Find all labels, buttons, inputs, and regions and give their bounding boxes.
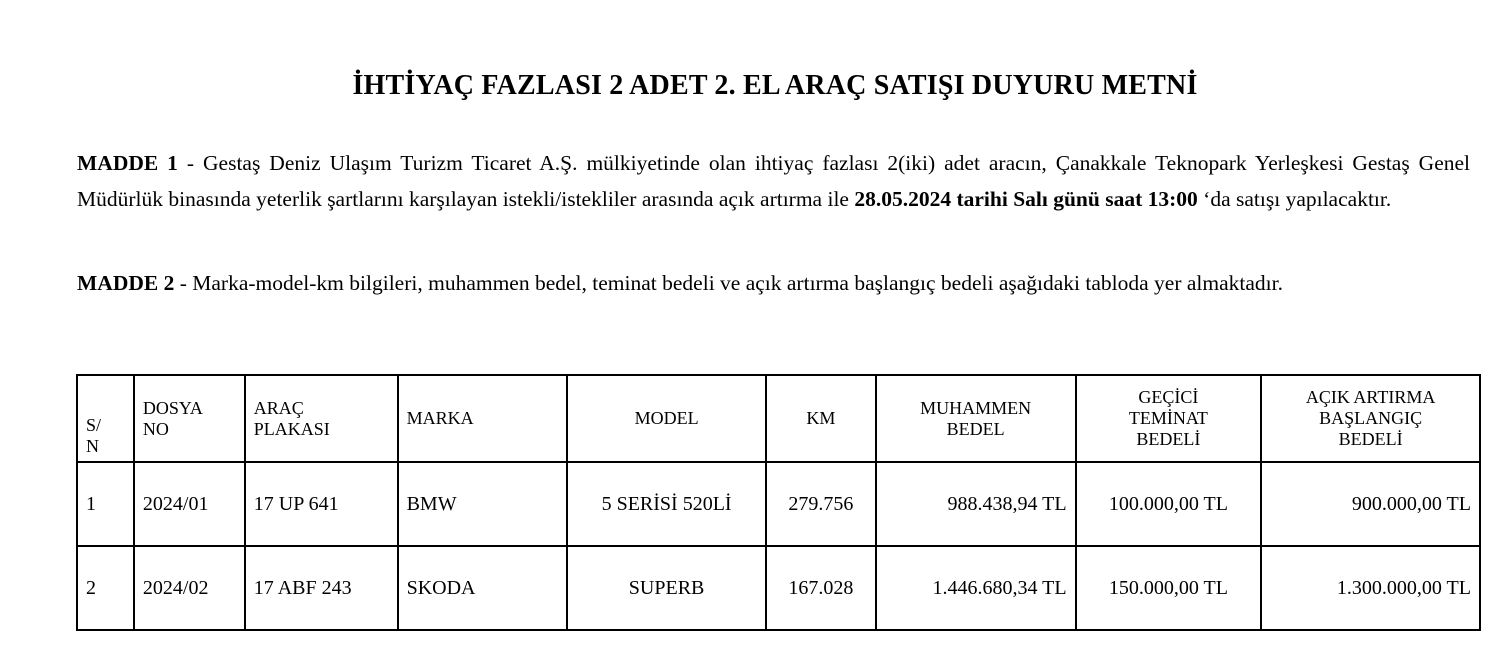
madde-1-date: 28.05.2024 tarihi Salı günü saat 13:00 — [854, 187, 1198, 211]
header-plaka-line1: ARAÇ — [253, 397, 304, 418]
cell-model: 5 SERİSİ 520Lİ — [567, 462, 766, 546]
madde-2-label: MADDE 2 — [77, 271, 175, 295]
table-row — [77, 546, 1480, 630]
madde-2-text: - Marka-model-km bilgileri, muhammen bedel, teminat bedeli ve açık artırma başlangıç bedeli aşağıdaki tabloda yer almaktadır. — [174, 271, 1283, 295]
header-model: MODEL — [567, 375, 766, 462]
header-muhammen-bedel — [876, 375, 1076, 462]
header-gecici-teminat — [1076, 375, 1262, 462]
header-km: KM — [766, 375, 876, 462]
cell-model: SUPERB — [567, 546, 766, 630]
header-plaka-line2: PLAKASI — [253, 418, 330, 439]
header-sn-line1: S/ — [86, 415, 102, 435]
cell-acik-artirma: 900.000,00 TL — [1261, 462, 1480, 546]
header-artirma-line3: BEDELİ — [1338, 429, 1403, 449]
header-sn-line2: N — [86, 436, 99, 456]
cell-km: 167.028 — [766, 546, 876, 630]
page-title: İHTİYAÇ FAZLASI 2 ADET 2. EL ARAÇ SATIŞI DUYURU METNİ — [352, 70, 1198, 101]
header-dosya-no — [134, 375, 245, 462]
madde-1-label: MADDE 1 — [77, 151, 178, 175]
cell-marka: BMW — [398, 462, 568, 546]
vehicle-table — [76, 374, 1481, 631]
header-artirma-line1: AÇIK ARTIRMA — [1305, 387, 1436, 407]
cell-sn: 2 — [77, 546, 134, 630]
header-marka: MARKA — [398, 375, 568, 462]
header-teminat-line2: TEMİNAT — [1128, 408, 1208, 428]
cell-sn: 1 — [77, 462, 134, 546]
header-acik-artirma — [1261, 375, 1480, 462]
cell-marka: SKODA — [398, 546, 568, 630]
cell-acik-artirma: 1.300.000,00 TL — [1261, 546, 1480, 630]
header-dosya-line2: NO — [142, 418, 169, 439]
cell-gecici-teminat: 150.000,00 TL — [1076, 546, 1262, 630]
cell-dosya-no: 2024/01 — [134, 462, 245, 546]
cell-plaka: 17 UP 641 — [245, 462, 398, 546]
cell-km: 279.756 — [766, 462, 876, 546]
header-teminat-line1: GEÇİCİ — [1138, 387, 1199, 407]
header-teminat-line3: BEDELİ — [1136, 429, 1201, 449]
cell-gecici-teminat: 100.000,00 TL — [1076, 462, 1262, 546]
table-header-row — [77, 375, 1480, 462]
cell-muhammen-bedel: 1.446.680,34 TL — [876, 546, 1076, 630]
header-muhammen-line2: BEDEL — [946, 418, 1005, 439]
madde-1-text: - Gestaş Deniz Ulaşım Turizm Ticaret A.Ş. mülkiyetinde olan ihtiyaç fazlası 2(iki) adet aracın, Çanakkale Teknopark Yerleşkesi Gestaş Genel Müdürlük binasında yeterlik şartlarını karşılayan istekli/istekliler arasında açık artırma ile — [77, 151, 1470, 211]
cell-muhammen-bedel: 988.438,94 TL — [876, 462, 1076, 546]
header-muhammen-line1: MUHAMMEN — [920, 397, 1032, 418]
cell-plaka: 17 ABF 243 — [245, 546, 398, 630]
header-dosya-line1: DOSYA — [142, 397, 203, 418]
table-row — [77, 462, 1480, 546]
header-arac-plakasi — [245, 375, 398, 462]
madde-1-paragraph — [77, 145, 1470, 217]
madde-1-text-end: ‘da satışı yapılacaktır. — [1197, 187, 1392, 211]
header-artirma-line2: BAŞLANGIÇ — [1319, 408, 1423, 428]
cell-dosya-no: 2024/02 — [134, 546, 245, 630]
madde-2-paragraph — [77, 265, 1470, 301]
header-sn — [77, 375, 134, 462]
